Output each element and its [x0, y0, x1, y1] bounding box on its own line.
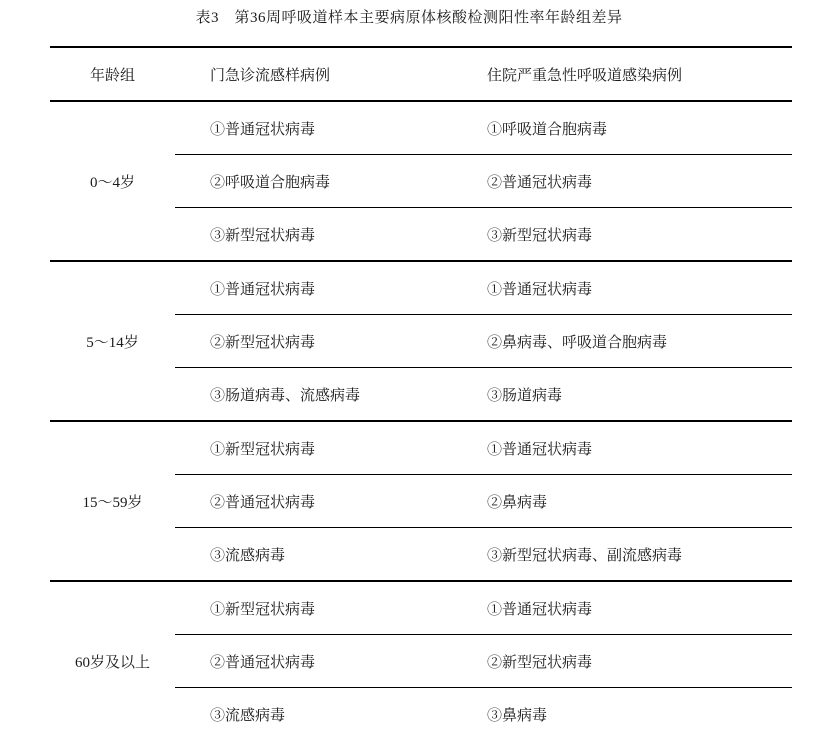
- sari-pathogen-cell: ②鼻病毒、呼吸道合胞病毒: [487, 334, 668, 351]
- sari-pathogen-cell: ③肠道病毒: [487, 387, 563, 404]
- ili-pathogen-cell: ①普通冠状病毒: [210, 121, 316, 138]
- sari-pathogen-cell: ①普通冠状病毒: [487, 441, 593, 458]
- sari-pathogen-cell: ②新型冠状病毒: [487, 654, 593, 671]
- sari-pathogen-cell: ②鼻病毒: [487, 494, 548, 511]
- rank-row: [175, 155, 792, 208]
- age-group-0-4: [50, 102, 792, 262]
- rank-row: [175, 635, 792, 688]
- header-ili-cases: 门急诊流感样病例: [210, 67, 331, 84]
- sari-pathogen-cell: ②普通冠状病毒: [487, 174, 593, 191]
- group-rows: [175, 262, 792, 420]
- age-group-15-59: [50, 422, 792, 582]
- rank-row: [175, 368, 792, 420]
- age-group-5-14: [50, 262, 792, 422]
- ili-pathogen-cell: ③肠道病毒、流感病毒: [210, 387, 361, 404]
- sari-pathogen-cell: ①普通冠状病毒: [487, 601, 593, 618]
- group-rows: [175, 422, 792, 580]
- rank-row: [175, 102, 792, 155]
- sari-pathogen-cell: ①呼吸道合胞病毒: [487, 121, 608, 138]
- rank-row: [175, 582, 792, 635]
- rank-row: [175, 315, 792, 368]
- rank-row: [175, 262, 792, 315]
- rank-row: [175, 422, 792, 475]
- pathogen-positivity-table: [50, 46, 792, 737]
- ili-pathogen-cell: ①普通冠状病毒: [210, 281, 316, 298]
- header-age-group: 年龄组: [89, 67, 135, 84]
- ili-pathogen-cell: ③流感病毒: [210, 707, 286, 724]
- group-rows: [175, 102, 792, 260]
- rank-row: [175, 208, 792, 260]
- ili-pathogen-cell: ①新型冠状病毒: [210, 601, 316, 618]
- rank-row: [175, 528, 792, 580]
- ili-pathogen-cell: ③流感病毒: [210, 547, 286, 564]
- age-label: 15～59岁: [82, 494, 143, 511]
- table-header-row: [50, 48, 792, 102]
- sari-pathogen-cell: ③鼻病毒: [487, 707, 548, 724]
- table-title: 表3 第36周呼吸道样本主要病原体核酸检测阳性率年龄组差异: [195, 10, 623, 26]
- ili-pathogen-cell: ②呼吸道合胞病毒: [210, 174, 331, 191]
- sari-pathogen-cell: ①普通冠状病毒: [487, 281, 593, 298]
- ili-pathogen-cell: ①新型冠状病毒: [210, 441, 316, 458]
- age-label: 0～4岁: [89, 174, 135, 191]
- header-sari-cases: 住院严重急性呼吸道感染病例: [487, 67, 683, 84]
- rank-row: [175, 475, 792, 528]
- sari-pathogen-cell: ③新型冠状病毒、副流感病毒: [487, 547, 683, 564]
- age-label: 5～14岁: [86, 334, 139, 351]
- ili-pathogen-cell: ②新型冠状病毒: [210, 334, 316, 351]
- sari-pathogen-cell: ③新型冠状病毒: [487, 227, 593, 244]
- age-label: 60岁及以上: [74, 654, 150, 671]
- age-group-60-plus: [50, 582, 792, 737]
- group-rows: [175, 582, 792, 737]
- rank-row: [175, 688, 792, 737]
- ili-pathogen-cell: ③新型冠状病毒: [210, 227, 316, 244]
- ili-pathogen-cell: ②普通冠状病毒: [210, 494, 316, 511]
- ili-pathogen-cell: ②普通冠状病毒: [210, 654, 316, 671]
